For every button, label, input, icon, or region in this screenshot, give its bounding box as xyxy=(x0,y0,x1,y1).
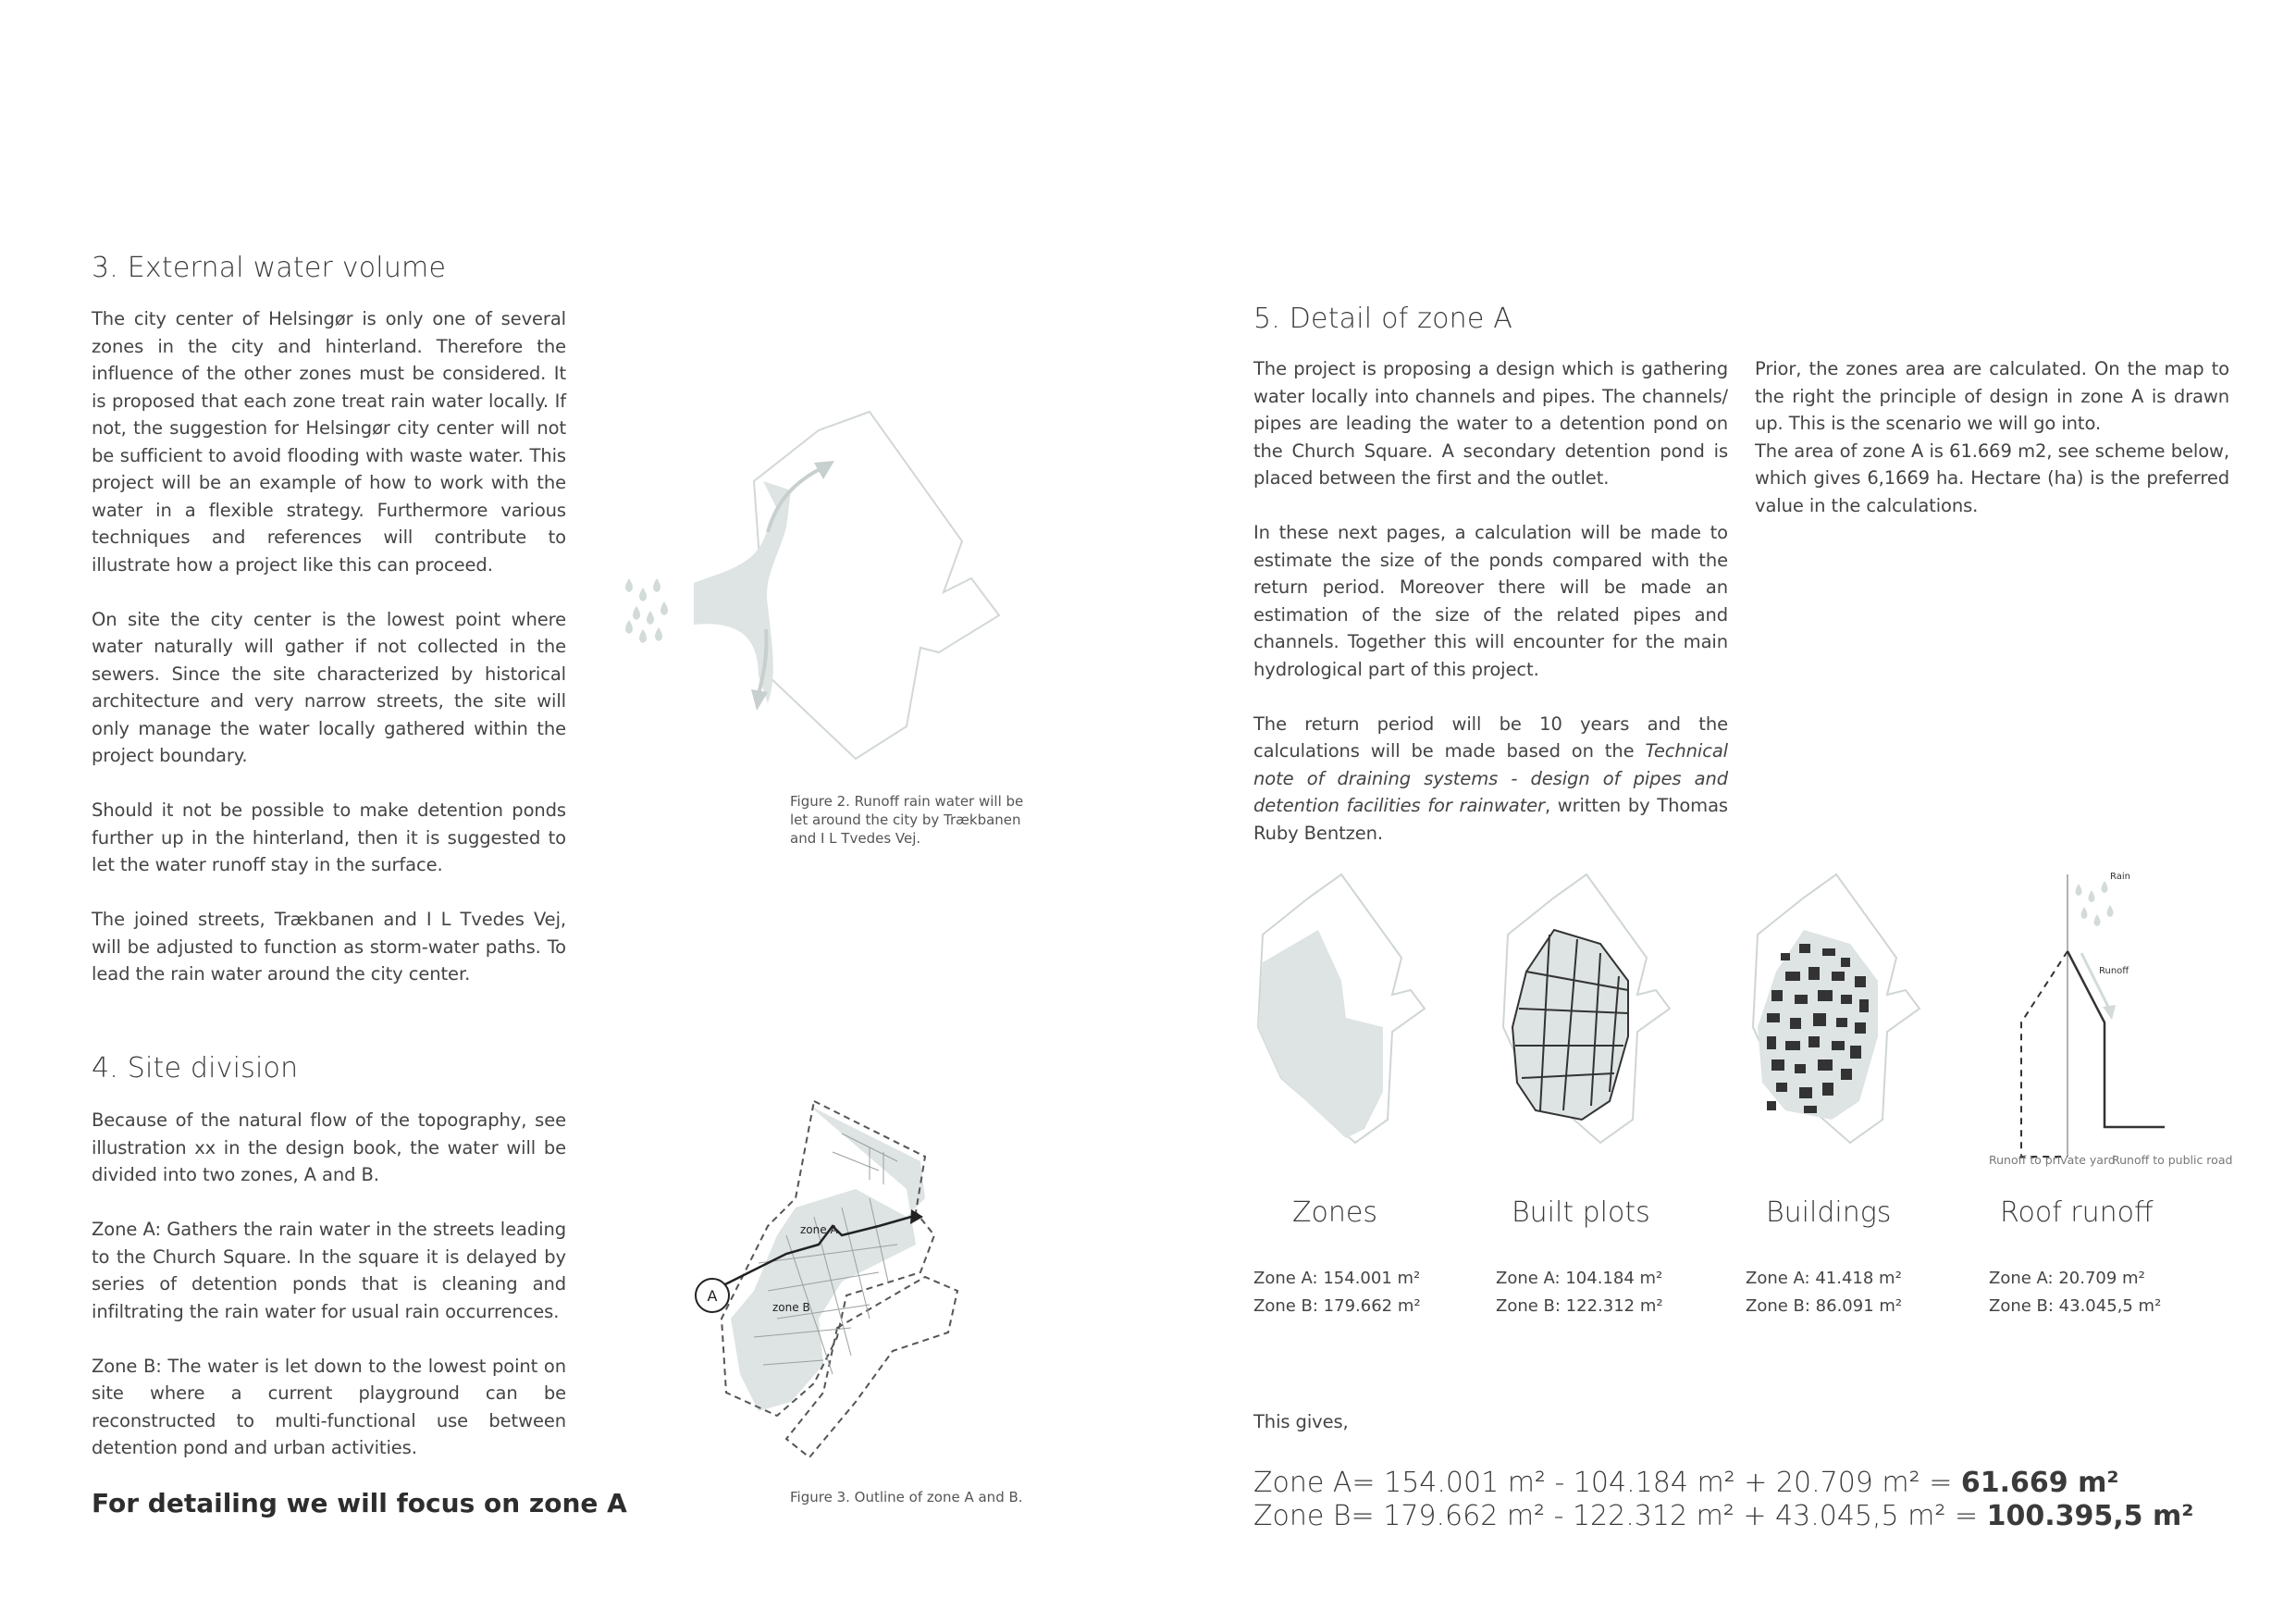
section-4-title: 4. Site division xyxy=(92,1052,299,1084)
zones-map xyxy=(1258,874,1425,1143)
section-3-paragraph-2: On site the city center is the lowest point where water naturally will gather if not collected in the sewers. Since the site characterized by historical architecture and very narrow streets, the site will only manage the water locally gathered within the project boundary. xyxy=(92,608,566,766)
scheme-title-built-plots: Built plots xyxy=(1512,1196,1650,1229)
zone-b-expression: Zone B= 179.662 m² - 122.312 m² + 43.045,5 m² = xyxy=(1253,1500,1987,1532)
calculation-block xyxy=(1253,1467,2193,1533)
section-5-col2-paragraph-1: Prior, the zones area are calculated. On the map to the right the principle of design in zone A is drawn up. This is the scenario we will go into. xyxy=(1755,358,2229,434)
figure-2-runoff-map xyxy=(592,398,1110,787)
section-3-title: 3. External water volume xyxy=(92,252,447,284)
section-5-col1-paragraph-1: The project is proposing a design which is gathering water locally into channels and pipes. The channels/ pipes are leading the water to a detention pond on the Church Square. A secondary detention pond is placed between the first and the outlet. xyxy=(1253,358,1728,489)
roof-runoff-diagram xyxy=(2021,872,2165,1157)
section-3-paragraph-3: Should it not be possible to make detention ponds further up in the hinterland, then it is suggested to let the water runoff stay in the surface. xyxy=(92,799,566,875)
section-5-title: 5. Detail of zone A xyxy=(1253,303,1512,335)
scheme-values-built-plots xyxy=(1496,1265,1663,1320)
zone-a-expression: Zone A= 154.001 m² - 104.184 m² + 20.709 m² = xyxy=(1253,1467,1961,1499)
city-outline xyxy=(754,412,999,759)
section-4-body xyxy=(92,1107,566,1462)
buildings-zone-b-value: Zone B: 86.091 m² xyxy=(1746,1296,1903,1316)
scheme-title-zones: Zones xyxy=(1292,1196,1378,1229)
section-5-col2-paragraph-2: The area of zone A is 61.669 m2, see scheme below, which gives 6,1669 ha. Hectare (ha) is the preferred value in the calculations. xyxy=(1755,440,2229,516)
zones-zone-b-value: Zone B: 179.662 m² xyxy=(1253,1296,1421,1316)
runoff-private-label: Runoff to private yard xyxy=(1989,1153,2116,1167)
roof-rain-drops-icon xyxy=(2076,881,2114,926)
zone-b-label: zone B xyxy=(772,1301,810,1314)
calculation-intro: This gives, xyxy=(1253,1411,1349,1432)
roof-runoff-zone-b-value: Zone B: 43.045,5 m² xyxy=(1989,1296,2162,1316)
figure-3-caption: Figure 3. Outline of zone A and B. xyxy=(790,1489,1023,1505)
built-plots-zone-b-value: Zone B: 122.312 m² xyxy=(1496,1296,1663,1316)
scheme-title-buildings: Buildings xyxy=(1766,1196,1892,1229)
citation-title: Technical note of draining systems - design of pipes and detention facilities for rainwater xyxy=(1253,740,1728,816)
section-4-paragraph-3: Zone B: The water is let down to the lowest point on site where a current playground can be reconstructed to multi-functional use between detention pond and urban activities. xyxy=(92,1355,566,1458)
section-3-body xyxy=(92,305,566,988)
built-plots-map xyxy=(1503,874,1670,1143)
zone-a-fill xyxy=(731,1106,925,1411)
section-4-paragraph-1: Because of the natural flow of the topography, see illustration xx in the design book, the water will be divided into two zones, A and B. xyxy=(92,1109,566,1185)
runoff-arrow-head-lower xyxy=(751,689,768,711)
buildings-zone-a-value: Zone A: 41.418 m² xyxy=(1746,1269,1902,1288)
section-4-paragraph-2: Zone A: Gathers the rain water in the streets leading to the Church Square. In the square it is delayed by series of detention ponds that is cleaning and infiltrating the rain water for usual rain occurrences. xyxy=(92,1219,566,1322)
focus-statement: For detailing we will focus on zone A xyxy=(92,1488,627,1518)
section-3-paragraph-1: The city center of Helsingør is only one of several zones in the city and hinterland. Therefore the influence of the other zones must be considered. It is proposed that each zone treat rain water locally. If not, the suggestion for Helsingør city center will not be sufficient to avoid flooding with waste water. This project will be an example of how to work with the water in a flexible strategy. Furthermore various techniques and references will contribute to illustrate how a project like this can proceed. xyxy=(92,308,566,576)
scheme-maps-row xyxy=(1253,870,2253,1175)
roof-runoff-zone-a-value: Zone A: 20.709 m² xyxy=(1989,1269,2145,1288)
zone-b-formula xyxy=(1253,1500,2193,1533)
runoff-public-label: Runoff to public road xyxy=(2112,1153,2233,1167)
built-plots-zone-a-value: Zone A: 104.184 m² xyxy=(1496,1269,1663,1288)
section-3-paragraph-4: The joined streets, Trækbanen and I L Tvedes Vej, will be adjusted to function as storm-water paths. To lead the rain water around the city center. xyxy=(92,909,566,985)
zone-a-result: 61.669 m² xyxy=(1960,1467,2119,1499)
buildings-map xyxy=(1753,874,1920,1143)
zone-a-label: zone A xyxy=(800,1223,838,1236)
rain-drops-icon xyxy=(625,578,668,643)
point-a-label: A xyxy=(707,1287,718,1305)
runoff-label: Runoff xyxy=(2099,966,2129,976)
scheme-title-roof-runoff: Roof runoff xyxy=(2000,1196,2154,1229)
section-5-col1-paragraph-3 xyxy=(1253,711,1728,848)
scheme-values-roof-runoff xyxy=(1989,1265,2161,1320)
citation-tail: , written by Thomas Ruby Bentzen. xyxy=(1253,795,1728,844)
section-5-column-2 xyxy=(1755,355,2229,519)
scheme-values-zones xyxy=(1253,1265,1421,1320)
zone-b-result: 100.395,5 m² xyxy=(1986,1500,2194,1532)
figure-3-zone-outline-map xyxy=(685,1096,990,1467)
section-5-column-1 xyxy=(1253,355,1728,847)
figure-2-caption: Figure 2. Runoff rain water will be let around the city by Trækbanen and I L Tvedes Vej. xyxy=(790,793,1024,847)
scheme-values-buildings xyxy=(1746,1265,1902,1320)
rain-label: Rain xyxy=(2110,872,2130,882)
zone-a-formula xyxy=(1253,1467,2193,1500)
section-5-col1-paragraph-2: In these next pages, a calculation will be made to estimate the size of the ponds compared with the return period. Moreover there will be made an estimation of the size of the related pipes and channels. Together this will encounter for the main hydrological part of this project. xyxy=(1253,522,1728,680)
citation-lead: The return period will be 10 years and the calculations will be made based on the xyxy=(1253,712,1728,762)
zones-zone-a-value: Zone A: 154.001 m² xyxy=(1253,1269,1421,1288)
